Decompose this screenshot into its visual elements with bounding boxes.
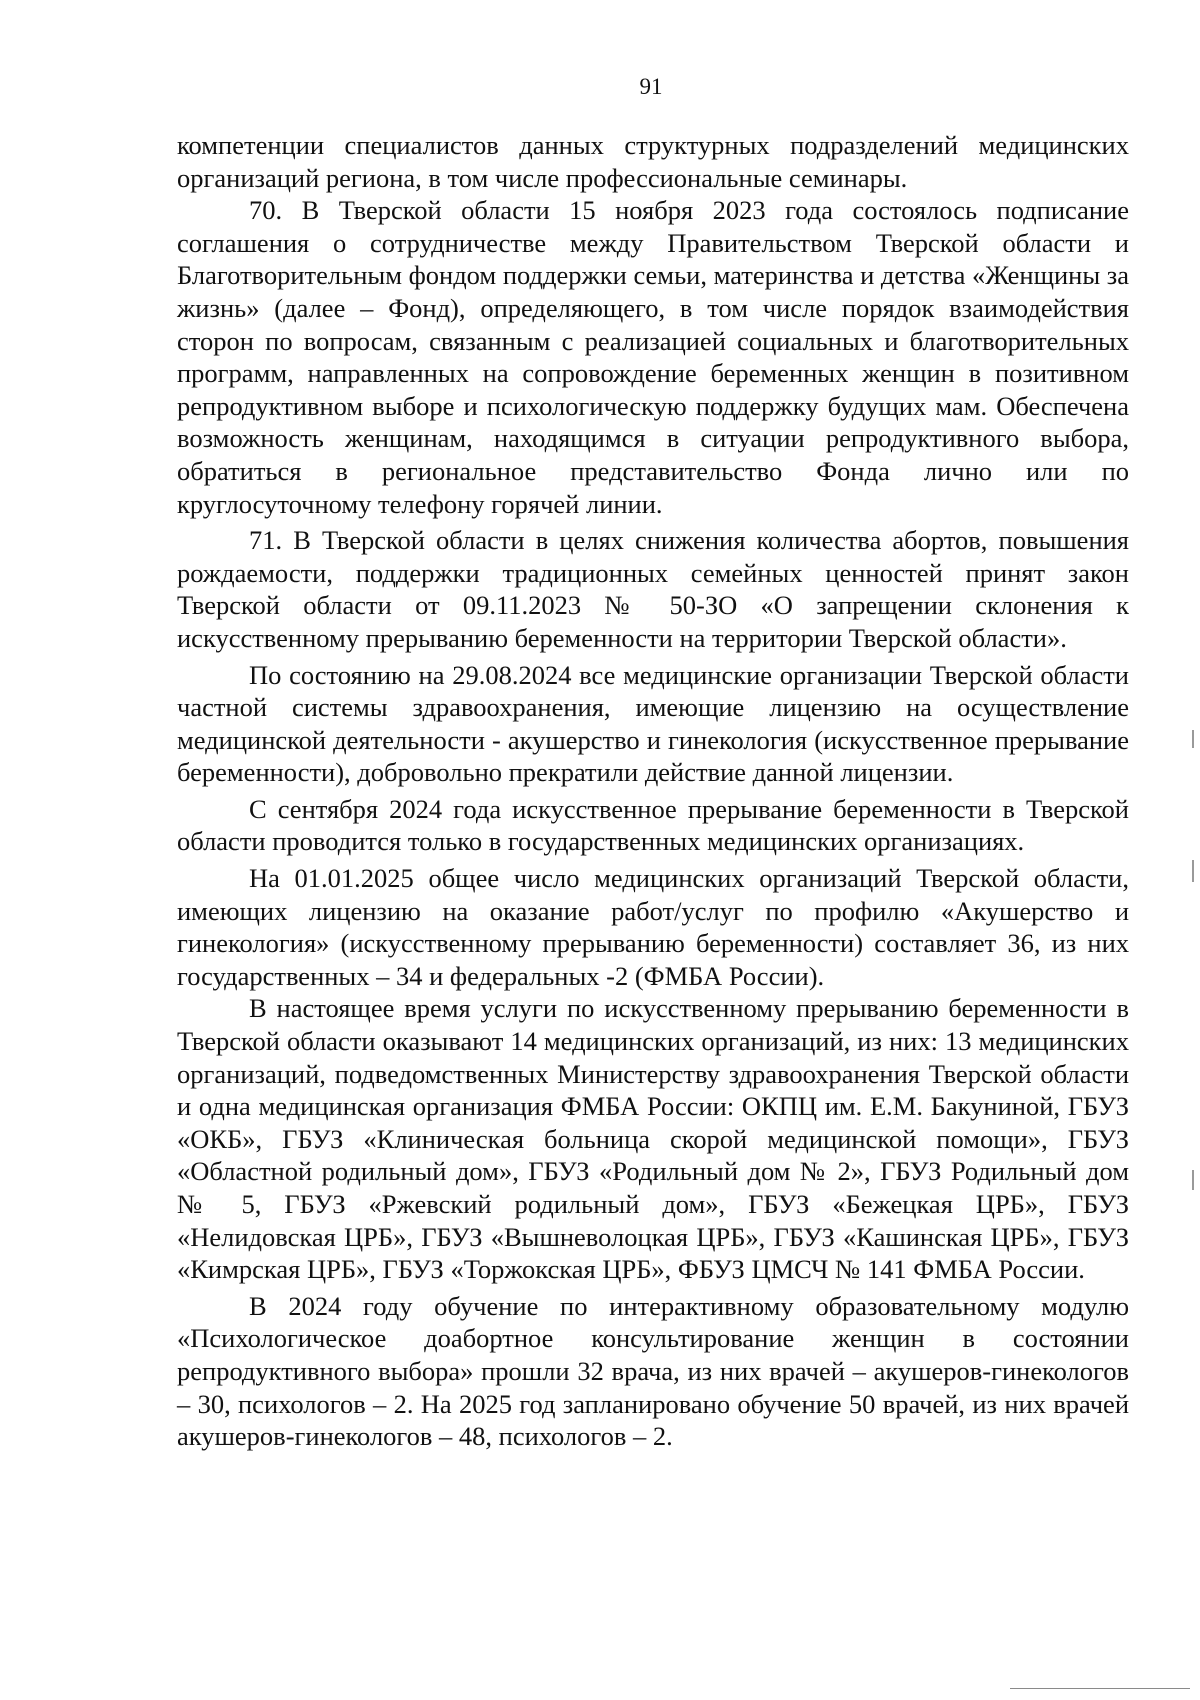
paragraph-training: В 2024 году обучение по интерактивному образовательному модулю «Психологическое доабортное консультирование женщин в состоянии репродуктивного выбора» прошли 32 врача, из них врачей – акушеров-гинекологов – 30, психологов – 2. На 2025 год запланировано обучение 50 врачей, из них врачей акушеров-гинекологов – 48, психологов – 2. xyxy=(177,1290,1129,1452)
document-body xyxy=(177,129,1129,1453)
paragraph-private-licenses: По состоянию на 29.08.2024 все медицинские организации Тверской области частной системы здравоохранения, имеющие лицензию на осуществление медицинской деятельности - акушерство и гинекология (искусственное прерывание беременности), добровольно прекратили действие данной лицензии. xyxy=(177,659,1129,788)
scan-edge-mark xyxy=(1192,1170,1194,1190)
paragraph-license-count: На 01.01.2025 общее число медицинских организаций Тверской области, имеющих лицензию на оказание работ/услуг по профилю «Акушерство и гинекология» (искусственному прерыванию беременности) составляет 36, из них государственных – 34 и федеральных -2 (ФМБА России). xyxy=(177,863,1129,991)
paragraph-continuation: компетенции специалистов данных структурных подразделений медицинских организаций региона, в том числе профессиональные семинары. xyxy=(177,130,1129,193)
scan-edge-mark xyxy=(1192,730,1194,748)
scan-edge-mark xyxy=(1192,860,1194,882)
paragraph-organizations-list: В настоящее время услуги по искусственному прерыванию беременности в Тверской области оказывают 14 медицинских организаций, из них: 13 медицинских организаций, подведомственных Министерству здравоохранения Тверской области и одна медицинская организация ФМБА России: ОКПЦ им. Е.М. Бакуниной, ГБУЗ «ОКБ», ГБУЗ «Клиническая больница скорой медицинской помощи», ГБУЗ «Областной родильный дом», ГБУЗ «Родильный дом № 2», ГБУЗ Родильный дом № 5, ГБУЗ «Ржевский родильный дом», ГБУЗ «Бежецкая ЦРБ», ГБУЗ «Нелидовская ЦРБ», ГБУЗ «Вышневолоцкая ЦРБ», ГБУЗ «Кашинская ЦРБ», ГБУЗ «Кимрская ЦРБ», ГБУЗ «Торжокская ЦРБ», ФБУЗ ЦМСЧ № 141 ФМБА России. xyxy=(177,993,1129,1285)
paragraph-item-70: 70. В Тверской области 15 ноября 2023 года состоялось подписание соглашения о сотрудничестве между Правительством Тверской области и Благотворительным фондом поддержки семьи, материнства и детства «Женщины за жизнь» (далее – Фонд), определяющего, в том числе порядок взаимодействия сторон по вопросам, связанным с реализацией социальных и благотворительных программ, направленных на сопровождение беременных женщин в позитивном репродуктивном выборе и психологическую поддержку будущих мам. Обеспечена возможность женщинам, находящимся в ситуации репродуктивного выбора, обратиться в региональное представительство Фонда лично или по круглосуточному телефону горячей линии. xyxy=(177,195,1129,519)
page-number: 91 xyxy=(639,74,663,99)
paragraph-item-71: 71. В Тверской области в целях снижения количества абортов, повышения рождаемости, поддержки традиционных семейных ценностей принят закон Тверской области от 09.11.2023 № 50-ЗО «О запрещении склонения к искусственному прерыванию беременности на территории Тверской области». xyxy=(177,525,1129,653)
scan-bottom-rule xyxy=(1010,1688,1190,1689)
paragraph-state-only: С сентября 2024 года искусственное прерывание беременности в Тверской области проводится только в государственных медицинских организациях. xyxy=(177,793,1129,857)
